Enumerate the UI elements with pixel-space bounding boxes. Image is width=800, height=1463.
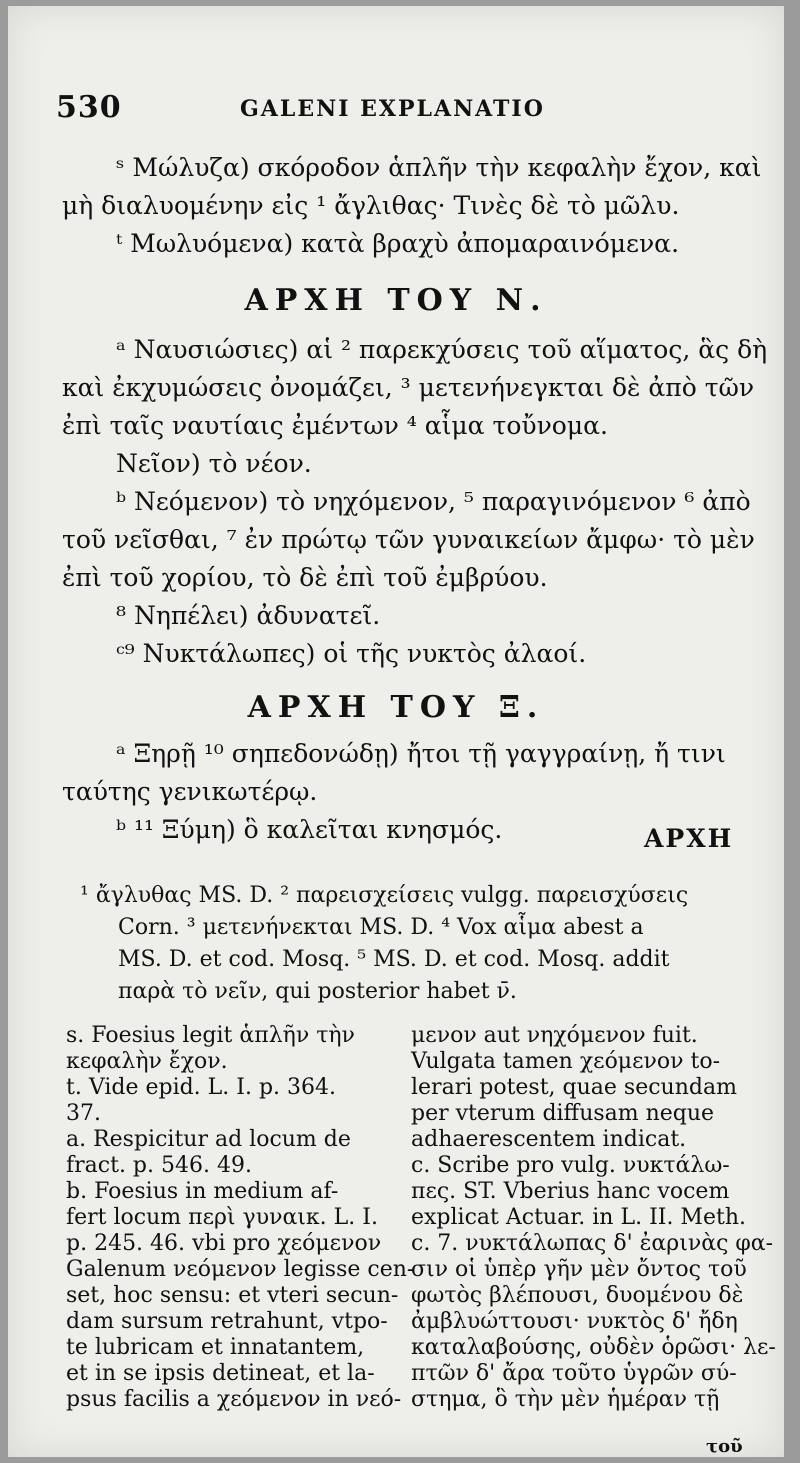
commentary-left-1: s. Foesius legit ἁπλῆν τὴν bbox=[66, 1023, 355, 1048]
commentary-left-3: t. Vide epid. L. I. p. 364. bbox=[66, 1075, 336, 1100]
main-line-10: ἐπὶ τοῦ χορίου, τὸ δὲ ἐπὶ τοῦ ἐμβρύου. bbox=[62, 563, 548, 592]
main-line-8: ᵇ Νεόμενον) τὸ νηχόμενον, ⁵ παραγινόμενον ⁶ ἀπὸ bbox=[116, 487, 751, 516]
commentary-left-7: b. Foesius in medium af- bbox=[66, 1179, 339, 1204]
main-line-6: ἐπὶ ταῖς ναυτίαις ἐμέντων ⁴ αἷμα τοὔνομα. bbox=[62, 411, 608, 440]
commentary-right-10: σιν οἱ ὑπὲρ γῆν μὲν ὄντος τοῦ bbox=[411, 1257, 747, 1282]
footnote-line-1: ¹ ἄγλυθας MS. D. ² παρεισχείσεις vulgg. παρεισχύσεις bbox=[80, 883, 689, 908]
main-line-2: μὴ διαλυομένην εἰς ¹ ἄγλιθας· Τινὲς δὲ τὸ μῶλυ. bbox=[62, 191, 680, 220]
commentary-right-13: καταλαβούσης, οὐδὲν ὁρῶσι· λε- bbox=[411, 1335, 776, 1360]
running-head: GALENI EXPLANATIO bbox=[240, 96, 545, 122]
commentary-right-7: πες. ST. Vberius hanc vocem bbox=[411, 1179, 730, 1204]
commentary-right-4: per vterum diffusam neque bbox=[411, 1101, 715, 1126]
main-line-13: ᵃ Ξηρῇ ¹⁰ σηπεδονώδῃ) ἤτοι τῇ γαγγραίνῃ, ἤ τινι bbox=[116, 739, 726, 768]
footnote-line-3: MS. D. et cod. Mosq. ⁵ MS. D. et cod. Mosq. addit bbox=[118, 947, 670, 972]
commentary-left-14: et in se ipsis detineat, et la- bbox=[66, 1361, 375, 1386]
commentary-right-12: ἀμβλυώττουσι· νυκτὸς δ' ἤδη bbox=[411, 1309, 738, 1334]
commentary-right-3: lerari potest, quae secundam bbox=[411, 1075, 737, 1100]
commentary-left-10: Galenum νεόμενον legisse cen- bbox=[66, 1257, 415, 1282]
main-line-4: ᵃ Ναυσιώσιες) αἱ ² παρεκχύσεις τοῦ αἵματος, ἃς δὴ bbox=[116, 335, 768, 364]
commentary-right-14: πτῶν δ' ἄρα τοῦτο ὑγρῶν σύ- bbox=[411, 1361, 737, 1386]
main-line-7: Νεῖον) τὸ νέον. bbox=[116, 449, 312, 478]
commentary-left-4: 37. bbox=[66, 1101, 101, 1126]
main-line-1: ˢ Μώλυζα) σκόροδον ἁπλῆν τὴν κεφαλὴν ἔχον, καὶ bbox=[116, 153, 762, 182]
commentary-left-15: psus facilis a χεόμενον in νεό- bbox=[66, 1387, 402, 1412]
commentary-left-13: te lubricam et innatantem, bbox=[66, 1335, 365, 1360]
book-page bbox=[8, 6, 784, 1457]
main-line-11: ⁸ Νηπέλει) ἀδυνατεῖ. bbox=[116, 601, 381, 630]
commentary-right-8: explicat Actuar. in L. II. Meth. bbox=[411, 1205, 746, 1230]
footer-mark: τοῦ bbox=[706, 1436, 743, 1457]
main-line-15: ᵇ ¹¹ Ξύμη) ὃ καλεῖται κνησμός. bbox=[116, 815, 503, 844]
main-line-3: ᵗ Μωλυόμενα) κατὰ βραχὺ ἀπομαραινόμενα. bbox=[116, 229, 680, 258]
main-line-9: τοῦ νεῖσθαι, ⁷ ἐν πρώτῳ τῶν γυναικείων ἄμφω· τὸ μὲν bbox=[62, 525, 755, 554]
section-head-xi: ΑΡΧΗ ΤΟΥ Ξ. bbox=[247, 690, 545, 725]
section-head-nu: ΑΡΧΗ ΤΟΥ Ν. bbox=[244, 283, 548, 318]
commentary-left-6: fract. p. 546. 49. bbox=[66, 1153, 252, 1178]
page-header bbox=[56, 90, 616, 130]
commentary-right-11: φωτὸς βλέπουσι, δυομένου δὲ bbox=[411, 1283, 744, 1308]
commentary-left-2: κεφαλὴν ἔχον. bbox=[66, 1049, 228, 1074]
commentary-right-2: Vulgata tamen χεόμενον to- bbox=[411, 1049, 721, 1074]
commentary-right-1: μενον aut νηχόμενον fuit. bbox=[411, 1023, 698, 1048]
commentary-left-9: p. 245. 46. vbi pro χεόμενον bbox=[66, 1231, 382, 1256]
main-line-5: καὶ ἐκχυμώσεις ὀνομάζει, ³ μετενήνεγκται δὲ ἀπὸ τῶν bbox=[62, 373, 755, 402]
commentary-left-5: a. Respicitur ad locum de bbox=[66, 1127, 351, 1152]
commentary-left-8: fert locum περὶ γυναικ. L. I. bbox=[66, 1205, 378, 1230]
commentary-right-6: c. Scribe pro vulg. νυκτάλω- bbox=[411, 1153, 730, 1178]
commentary-right-5: adhaerescentem indicat. bbox=[411, 1127, 687, 1152]
commentary-left-11: set, hoc sensu: et vteri secun- bbox=[66, 1283, 399, 1308]
commentary-right-15: στημα, ὃ τὴν μὲν ἡμέραν τῇ bbox=[411, 1387, 720, 1412]
footnote-line-4: παρὰ τὸ νεῖν, qui posterior habet ν̄. bbox=[118, 979, 517, 1004]
commentary-right-9: c. 7. νυκτάλωπας δ' ἐαρινὰς φα- bbox=[411, 1231, 774, 1256]
footnote-line-2: Corn. ³ μετενήνεκται MS. D. ⁴ Vox αἷμα abest a bbox=[118, 915, 644, 940]
catchword: ΑΡΧΗ bbox=[644, 824, 734, 853]
main-line-12: ᶜ⁹ Νυκτάλωπες) οἱ τῆς νυκτὸς ἀλαοί. bbox=[116, 639, 587, 668]
commentary-left-12: dam sursum retrahunt, vtpo- bbox=[66, 1309, 388, 1334]
page-number: 530 bbox=[56, 90, 122, 125]
main-line-14: ταύτης γενικωτέρῳ. bbox=[62, 777, 318, 806]
